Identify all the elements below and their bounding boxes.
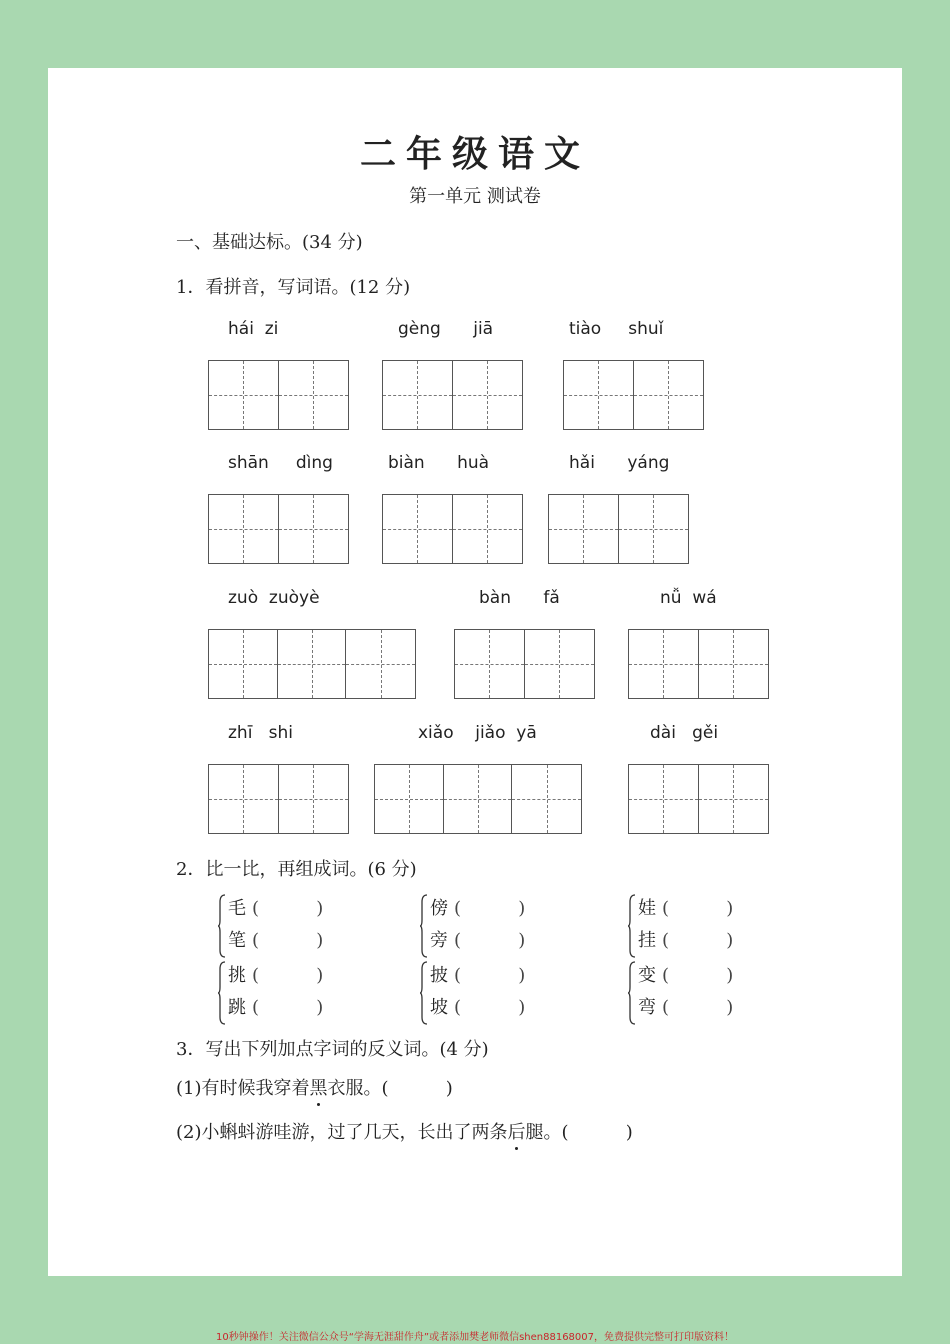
writing-grid[interactable]	[563, 360, 704, 430]
grid-cell[interactable]	[634, 361, 704, 429]
grid-cell[interactable]	[383, 361, 453, 429]
pair-char: 披	[430, 965, 448, 986]
answer-blank[interactable]: ( )	[662, 898, 734, 919]
grid-cell[interactable]	[453, 361, 523, 429]
answer-blank[interactable]: ( )	[662, 965, 734, 986]
answer-blank[interactable]: ( )	[662, 997, 734, 1018]
dotted-char: 后	[507, 1122, 526, 1143]
pinyin-label: hǎi yáng	[569, 453, 670, 473]
pinyin-label: biàn huà	[388, 453, 490, 473]
grid-cell[interactable]	[279, 361, 349, 429]
answer-blank[interactable]: ( )	[252, 997, 324, 1018]
grid-cell[interactable]	[512, 765, 581, 833]
grid-cell[interactable]	[629, 765, 699, 833]
brace-icon	[218, 961, 226, 1025]
answer-blank[interactable]: ( )	[454, 997, 526, 1018]
writing-grid[interactable]	[208, 629, 416, 699]
pair-char: 挂	[638, 930, 656, 951]
grid-cell[interactable]	[278, 630, 347, 698]
grid-cell[interactable]	[209, 765, 279, 833]
grid-cell[interactable]	[209, 630, 278, 698]
answer-blank[interactable]: ( )	[662, 930, 734, 951]
footer-note: 10秒钟操作！关注微信公众号“学海无涯甜作舟”或者添加樊老师微信shen88168007，免费提供完整可打印版资料！	[215, 1332, 735, 1343]
writing-grid[interactable]	[208, 360, 349, 430]
writing-grid[interactable]	[208, 764, 349, 834]
q3-heading: 3．写出下列加点字词的反义词。(4 分)	[176, 1039, 489, 1060]
pinyin-label: zuò zuòyè	[228, 588, 320, 608]
pinyin-label: dài gěi	[650, 723, 719, 743]
grid-cell[interactable]	[279, 495, 349, 563]
grid-cell[interactable]	[383, 495, 453, 563]
answer-blank[interactable]: ( )	[454, 898, 526, 919]
grid-cell[interactable]	[549, 495, 619, 563]
sentence-text: (2)小蝌蚪游哇游，过了几天，长出了两条	[176, 1122, 508, 1143]
grid-cell[interactable]	[455, 630, 525, 698]
pair-char: 傍	[430, 898, 448, 919]
writing-grid[interactable]	[548, 494, 689, 564]
pair-char: 变	[638, 965, 656, 986]
grid-cell[interactable]	[564, 361, 634, 429]
page-title: 二年级语文	[359, 133, 590, 175]
grid-cell[interactable]	[453, 495, 523, 563]
q1-heading: 1．看拼音，写词语。(12 分)	[176, 277, 411, 298]
brace-icon	[420, 894, 428, 958]
grid-cell[interactable]	[699, 765, 769, 833]
grid-cell[interactable]	[346, 630, 415, 698]
pair-char: 挑	[228, 965, 246, 986]
pinyin-label: zhī shi	[228, 723, 293, 743]
writing-grid[interactable]	[628, 629, 769, 699]
grid-cell[interactable]	[444, 765, 513, 833]
sentence-text-answer[interactable]: 衣服。( )	[327, 1078, 453, 1099]
pair-char: 笔	[228, 930, 246, 951]
writing-grid[interactable]	[382, 494, 523, 564]
pair-char: 毛	[228, 898, 246, 919]
q3-sentence-1	[176, 1074, 453, 1100]
sentence-text: (1)有时候我穿着	[176, 1078, 310, 1099]
answer-blank[interactable]: ( )	[454, 930, 526, 951]
dotted-char: 黑	[309, 1078, 328, 1099]
worksheet-paper	[48, 68, 902, 1276]
pinyin-label: xiǎo jiǎo yā	[418, 723, 537, 743]
writing-grid[interactable]	[628, 764, 769, 834]
sentence-text-answer[interactable]: 腿。( )	[525, 1122, 633, 1143]
grid-cell[interactable]	[619, 495, 689, 563]
pair-char: 娃	[638, 898, 656, 919]
brace-icon	[420, 961, 428, 1025]
writing-grid[interactable]	[382, 360, 523, 430]
pair-char: 跳	[228, 997, 246, 1018]
brace-icon	[218, 894, 226, 958]
answer-blank[interactable]: ( )	[252, 898, 324, 919]
answer-blank[interactable]: ( )	[454, 965, 526, 986]
pinyin-label: gèng jiā	[398, 319, 494, 339]
pair-char: 弯	[638, 997, 656, 1018]
grid-cell[interactable]	[209, 495, 279, 563]
pinyin-label: bàn fǎ	[479, 588, 560, 608]
page-subtitle: 第一单元 测试卷	[409, 186, 541, 207]
brace-icon	[628, 961, 636, 1025]
answer-blank[interactable]: ( )	[252, 965, 324, 986]
writing-grid[interactable]	[208, 494, 349, 564]
grid-cell[interactable]	[525, 630, 595, 698]
writing-grid[interactable]	[374, 764, 582, 834]
grid-cell[interactable]	[629, 630, 699, 698]
q2-heading: 2．比一比，再组成词。(6 分)	[176, 859, 417, 880]
pair-char: 坡	[430, 997, 448, 1018]
brace-icon	[628, 894, 636, 958]
grid-cell[interactable]	[209, 361, 279, 429]
grid-cell[interactable]	[375, 765, 444, 833]
pinyin-label: tiào shuǐ	[569, 319, 664, 339]
writing-grid[interactable]	[454, 629, 595, 699]
pinyin-label: shān dìng	[228, 453, 333, 473]
answer-blank[interactable]: ( )	[252, 930, 324, 951]
grid-cell[interactable]	[279, 765, 349, 833]
pinyin-label: nǚ wá	[660, 588, 717, 608]
grid-cell[interactable]	[699, 630, 769, 698]
pair-char: 旁	[430, 930, 448, 951]
pinyin-label: hái zi	[228, 319, 279, 339]
section-heading: 一、基础达标。(34 分)	[176, 232, 363, 253]
q3-sentence-2	[176, 1118, 633, 1144]
